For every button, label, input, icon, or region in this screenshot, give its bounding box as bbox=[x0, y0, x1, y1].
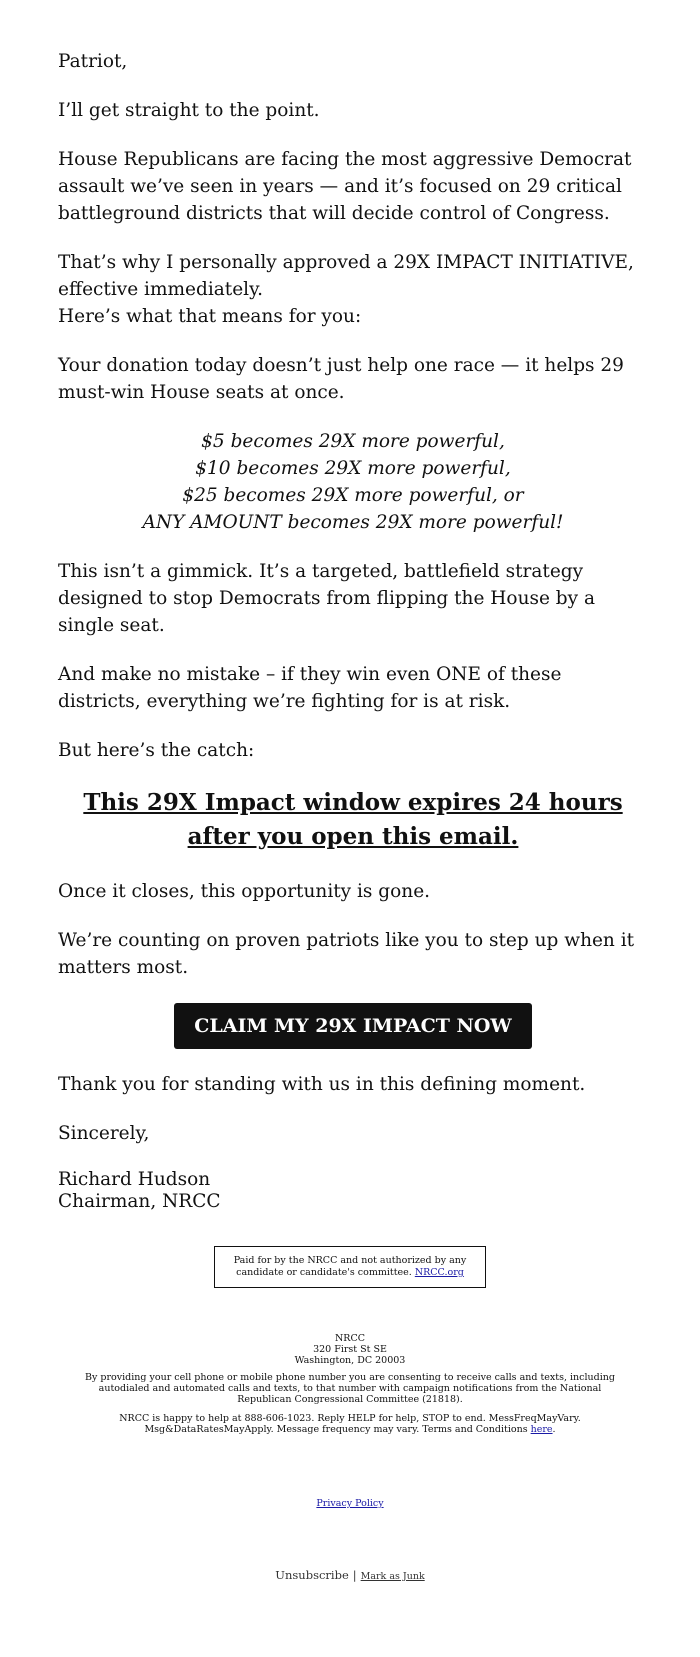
amount-line-25: $25 becomes 29X more powerful, or bbox=[182, 485, 524, 506]
paragraph-mistake: And make no mistake – if they win even ONE of these districts, everything we’re fighting for is at risk. bbox=[58, 664, 562, 712]
unsubscribe-bar bbox=[80, 1568, 620, 1584]
closing: Sincerely, bbox=[58, 1123, 150, 1144]
address-org: NRCC bbox=[334, 1333, 365, 1344]
initiative-line: That’s why I personally approved a 29X IMPACT INITIATIVE, effective immediately. bbox=[58, 252, 634, 300]
amount-line-5: $5 becomes 29X more powerful, bbox=[201, 431, 505, 452]
disclaimer-text: Paid for by the NRCC and not authorized by any candidate or candidate's committee. bbox=[233, 1255, 467, 1278]
paragraph-initiative bbox=[58, 249, 648, 330]
paragraph-catch: But here’s the catch: bbox=[58, 740, 255, 761]
paid-for-disclaimer bbox=[214, 1246, 486, 1288]
paragraph-counting: We’re counting on proven patriots like you to step up when it matters most. bbox=[58, 930, 635, 978]
paragraph-donation: Your donation today doesn’t just help one race — it helps 29 must-win House seats at once. bbox=[58, 355, 624, 403]
terms-here-link[interactable]: here bbox=[530, 1424, 553, 1435]
sms-consent-text: By providing your cell phone or mobile phone number you are consenting to receive calls and texts, including autodialed and automated calls and texts, to that number with campaign notifications from the National Republican Congressional Committee (21818). bbox=[85, 1372, 615, 1405]
help-text: NRCC is happy to help at 888-606-1023. Reply HELP for help, STOP to end. MessFreqMayVary. Msg&DataRatesMayApply. Message frequency may vary. Terms and Conditions bbox=[119, 1413, 581, 1435]
means-for-you-line: Here’s what that means for you: bbox=[58, 306, 362, 327]
nrcc-link[interactable]: NRCC.org bbox=[414, 1267, 464, 1278]
greeting: Patriot, bbox=[58, 51, 128, 72]
help-text-block: NRCC is happy to help at 888-606-1023. Reply HELP for help, STOP to end. MessFreqMayVary. Msg&DataRatesMayApply. Message frequency may vary. Terms and Conditions here. bbox=[119, 1413, 581, 1435]
deadline-headline: This 29X Impact window expires 24 hours after you open this email. bbox=[83, 789, 623, 850]
signer-title: Chairman, NRCC bbox=[58, 1191, 221, 1212]
intro-paragraph: I’ll get straight to the point. bbox=[58, 100, 320, 121]
cta-container bbox=[58, 1003, 648, 1049]
privacy-policy-link[interactable]: Privacy Policy bbox=[316, 1498, 384, 1509]
mark-as-junk-link[interactable]: Mark as Junk bbox=[360, 1571, 425, 1582]
paragraph-thank-you: Thank you for standing with us in this defining moment. bbox=[58, 1074, 586, 1095]
address-city: Washington, DC 20003 bbox=[294, 1355, 406, 1366]
mailing-address bbox=[80, 1333, 620, 1366]
amount-line-10: $10 becomes 29X more powerful, bbox=[195, 458, 511, 479]
signer-name: Richard Hudson bbox=[58, 1169, 211, 1190]
privacy-block bbox=[80, 1498, 620, 1509]
amount-line-any: ANY AMOUNT becomes 29X more powerful! bbox=[142, 512, 564, 533]
email-body bbox=[58, 48, 648, 1213]
paragraph-gimmick: This isn’t a gimmick. It’s a targeted, battlefield strategy designed to stop Democrats from flipping the House by a single seat. bbox=[58, 561, 596, 636]
address-street: 320 First St SE bbox=[313, 1344, 387, 1355]
paragraph-closes: Once it closes, this opportunity is gone. bbox=[58, 881, 431, 902]
claim-impact-button[interactable]: CLAIM MY 29X IMPACT NOW bbox=[174, 1003, 531, 1049]
amounts-list bbox=[58, 428, 648, 536]
separator: | bbox=[352, 1568, 357, 1582]
unsubscribe-link[interactable]: Unsubscribe bbox=[275, 1568, 349, 1582]
paragraph-assault: House Republicans are facing the most aggressive Democrat assault we’ve seen in years — and it’s focused on 29 critical battleground districts that will decide control of Congress. bbox=[58, 149, 632, 224]
